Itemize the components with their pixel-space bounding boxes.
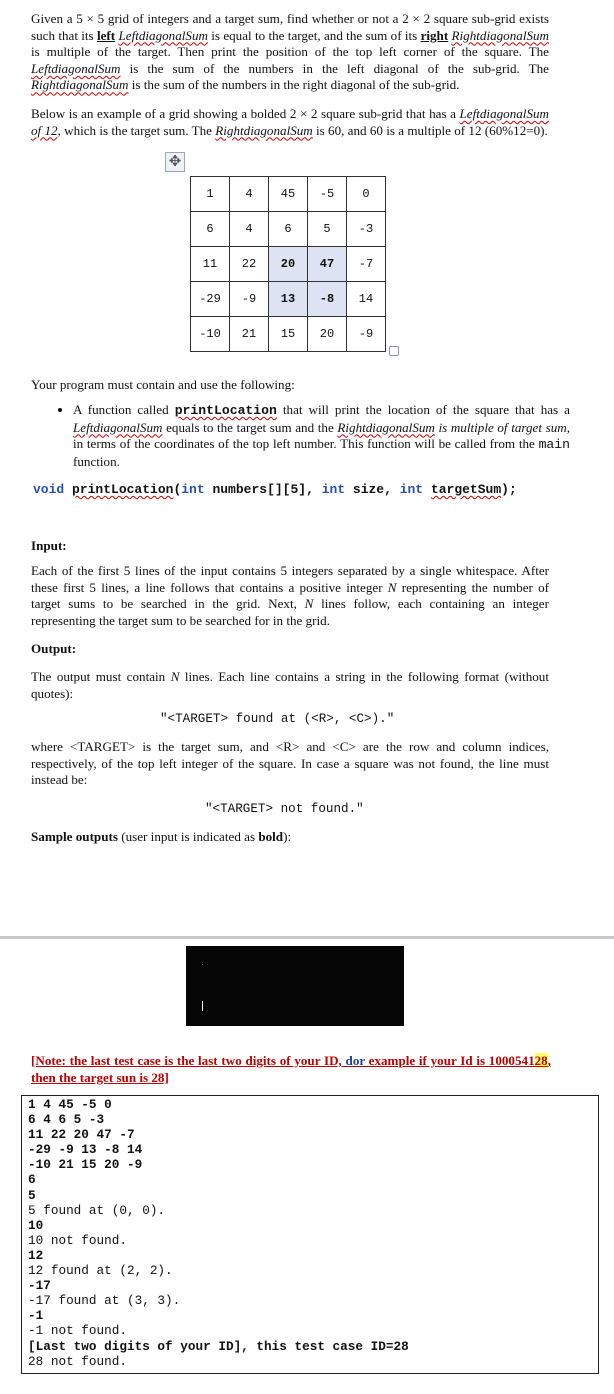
grid-cell: 15 [269,317,308,352]
console-line: -1 not found. [28,1323,127,1339]
grid-row [191,317,386,352]
page-divider [0,936,614,939]
console-line: 5 found at (0, 0). [28,1202,166,1218]
grid-cell: 4 [230,212,269,247]
console-line: 5 [28,1187,36,1203]
video-placeholder[interactable] [186,946,404,1026]
example-paragraph: Below is an example of a grid showing a bolded 2 × 2 square sub-grid that has a LeftdiagonalSum of 12, which is the target sum. The RightdiagonalSum is 60, and 60 is a multiple of 12 (60%12=0). [31,106,549,138]
grid-cell: -9 [347,317,386,352]
text-cursor [202,1001,203,1011]
console-line: -1 [28,1308,44,1324]
grid-row [191,247,386,282]
console-line: -10 21 15 20 -9 [28,1157,143,1173]
resize-handle[interactable] [389,346,399,356]
grid-cell: 11 [191,247,230,282]
console-line: -29 -9 13 -8 14 [28,1142,143,1158]
input-heading: Input: [31,538,67,553]
sample-console [21,1095,599,1374]
function-signature: void printLocation(int numbers[][5], int size, int targetSum); [33,482,517,497]
grid-cell: 20 [269,247,308,282]
console-line: 12 [28,1247,44,1263]
grid-cell: 6 [269,212,308,247]
console-line: 10 not found. [28,1232,127,1248]
grid-cell: -29 [191,282,230,317]
grid-cell: -5 [308,177,347,212]
output-heading: Output: [31,641,77,656]
console-line: -17 [28,1278,51,1294]
intro-paragraph: Given a 5 × 5 grid of integers and a target sum, find whether or not a 2 × 2 square sub-grid exists such that its left LeftdiagonalSum is equal to the target, and the sum of its right RightdiagonalSum is multiple of the target. Then print the position of the top left corner of the square. The LeftdiagonalSum is the sum of the numbers in the left diagonal of the sub-grid. The RightdiagonalSum is the sum of the numbers in the right diagonal of the sub-grid. [31,11,550,93]
move-icon[interactable]: ✥ [165,152,185,172]
output-description: The output must contain N lines. Each line contains a string in the following format (without quotes): [31,669,549,701]
output-description-2: where <TARGET> is the target sum, and <R> and <C> are the row and column indices, respectively, of the top left integer of the square. In case a square was not found, the line must instead be: [31,739,549,788]
grid-cell: -10 [191,317,230,352]
grid-cell: 1 [191,177,230,212]
grid-cell: 14 [347,282,386,317]
grid-cell: 6 [191,212,230,247]
console-line: 28 not found. [28,1353,127,1369]
requirements-list [53,402,570,470]
console-line: 12 found at (2, 2). [28,1263,173,1279]
list-item: • A function called printLocation that will print the location of the square that has a LeftdiagonalSum equals to the target sum and the RightdiagonalSum is multiple of target sum, in terms of the coordinates of the top left number. This function will be called from the main function. [73,402,570,470]
input-description: Each of the first 5 lines of the input contains 5 integers separated by a single whitespace. After these first 5 lines, a line follows that contains a positive integer N representing the number of target sums to be searched in the grid. Next, N lines follow, each containing an integer representing the target sum to be searched for in the grid. [31,563,549,628]
grid-cell: 4 [230,177,269,212]
grid-cell: 22 [230,247,269,282]
console-line: 6 4 6 5 -3 [28,1112,105,1128]
console-line: 6 [28,1172,36,1188]
grid-cell: 47 [308,247,347,282]
found-format: "<TARGET> found at (<R>, <C>)." [160,712,395,726]
requirements-lead: Your program must contain and use the following: [31,377,295,392]
console-line: [Last two digits of your ID], this test case ID=28 [28,1338,409,1354]
grid-cell: 21 [230,317,269,352]
console-line: 1 4 45 -5 0 [28,1097,112,1112]
example-grid [190,176,386,352]
grid-cell: -3 [347,212,386,247]
grid-row [191,212,386,247]
grid-row [191,177,386,212]
grid-cell: 45 [269,177,308,212]
not-found-format: "<TARGET> not found." [205,802,364,816]
video-dot [202,964,203,965]
grid-row [191,282,386,317]
grid-cell: 5 [308,212,347,247]
console-line: -17 found at (3, 3). [28,1293,181,1309]
grid-cell: 0 [347,177,386,212]
grid-cell: 20 [308,317,347,352]
note: [Note: the last test case is the last two digits of your ID, dor example if your Id is 100054128, then the target sun is 28] [31,1053,551,1085]
grid-cell: -7 [347,247,386,282]
grid-cell: -8 [308,282,347,317]
grid-cell: -9 [230,282,269,317]
sample-outputs-caption: Sample outputs (user input is indicated as bold): [31,829,292,844]
console-line: 11 22 20 47 -7 [28,1127,135,1143]
console-line: 10 [28,1217,44,1233]
grid-cell: 13 [269,282,308,317]
